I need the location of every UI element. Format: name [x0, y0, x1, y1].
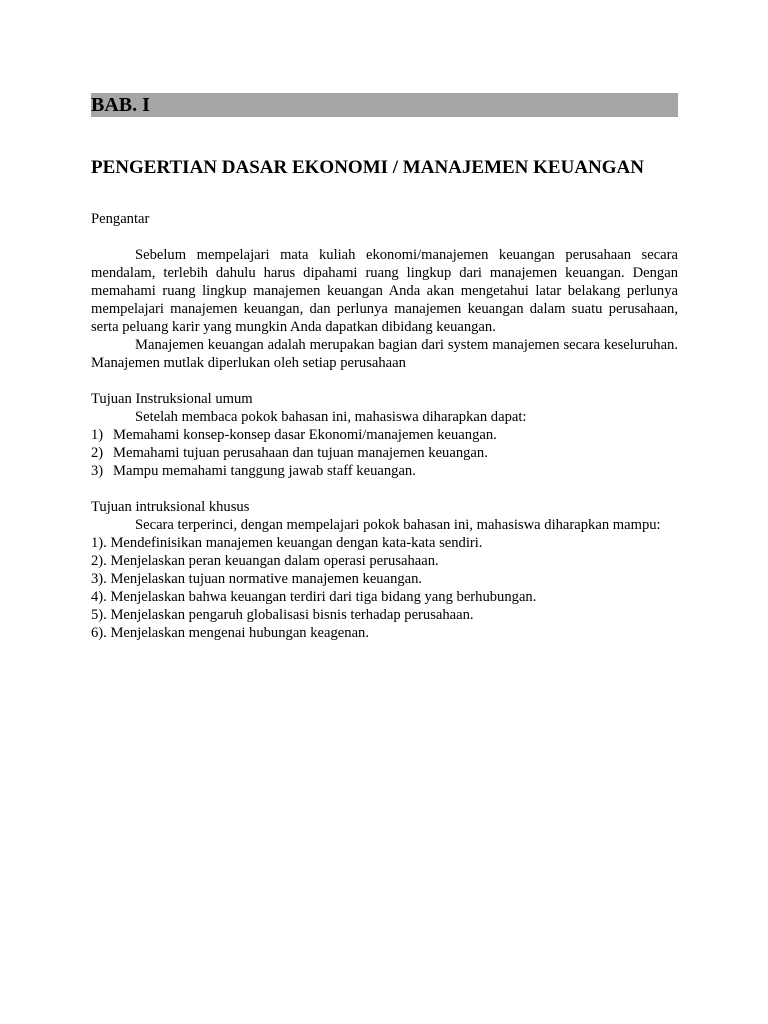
list-item: 3). Menjelaskan tujuan normative manajemen keuangan. [91, 571, 423, 587]
tujuan-khusus-list [91, 534, 678, 642]
list-item-text: Memahami konsep-konsep dasar Ekonomi/manajemen keuangan. [113, 427, 497, 443]
pengantar-paragraph-1: Sebelum mempelajari mata kuliah ekonomi/manajemen keuangan perusahaan secara mendalam, terlebih dahulu harus dipahami ruang lingkup dari manajemen keuangan. Dengan memahami ruang lingkup manajemen keuangan Anda akan mengetahui latar belakang perlunya mempelajari manajemen keuangan, dan perlunya manajemen keuangan dalam suatu perusahaan, serta peluang karir yang mungkin Anda dapatkan dibidang keuangan. [91, 247, 678, 335]
tujuan-umum-list [91, 426, 678, 480]
list-item-text: Mampu memahami tanggung jawab staff keuangan. [113, 463, 416, 479]
pengantar-label: Pengantar [91, 211, 150, 227]
tujuan-khusus-intro: Secara terperinci, dengan mempelajari pokok bahasan ini, mahasiswa diharapkan mampu: [135, 517, 661, 533]
document-body [91, 210, 678, 642]
tujuan-umum-intro: Setelah membaca pokok bahasan ini, mahasiswa diharapkan dapat: [135, 409, 527, 425]
pengantar-paragraph-2: Manajemen keuangan adalah merupakan bagian dari system manajemen secara keseluruhan. Manajemen mutlak diperlukan oleh setiap perusahaan [91, 337, 678, 371]
list-item: 1). Mendefinisikan manajemen keuangan dengan kata-kata sendiri. [91, 535, 483, 551]
spacer [91, 480, 678, 498]
list-item [91, 462, 678, 480]
list-item-number: 2) [91, 445, 104, 461]
list-item-number: 3) [91, 463, 104, 479]
spacer [91, 228, 678, 246]
tujuan-umum-label: Tujuan Instruksional umum [91, 391, 253, 407]
list-item: 4). Menjelaskan bahwa keuangan terdiri dari tiga bidang yang berhubungan. [91, 589, 537, 605]
list-item [91, 444, 678, 462]
list-item-number: 1) [91, 427, 104, 443]
spacer [91, 372, 678, 390]
list-item [91, 426, 678, 444]
list-item: 6). Menjelaskan mengenai hubungan keagenan. [91, 625, 369, 641]
tujuan-khusus-label: Tujuan intruksional khusus [91, 499, 250, 515]
list-item: 5). Menjelaskan pengaruh globalisasi bisnis terhadap perusahaan. [91, 607, 474, 623]
chapter-number: BAB. I [91, 94, 150, 116]
chapter-heading-bar [91, 93, 678, 117]
list-item-text: Memahami tujuan perusahaan dan tujuan manajemen keuangan. [113, 445, 488, 461]
chapter-title: PENGERTIAN DASAR EKONOMI / MANAJEMEN KEUANGAN [91, 157, 644, 178]
list-item: 2). Menjelaskan peran keuangan dalam operasi perusahaan. [91, 553, 439, 569]
